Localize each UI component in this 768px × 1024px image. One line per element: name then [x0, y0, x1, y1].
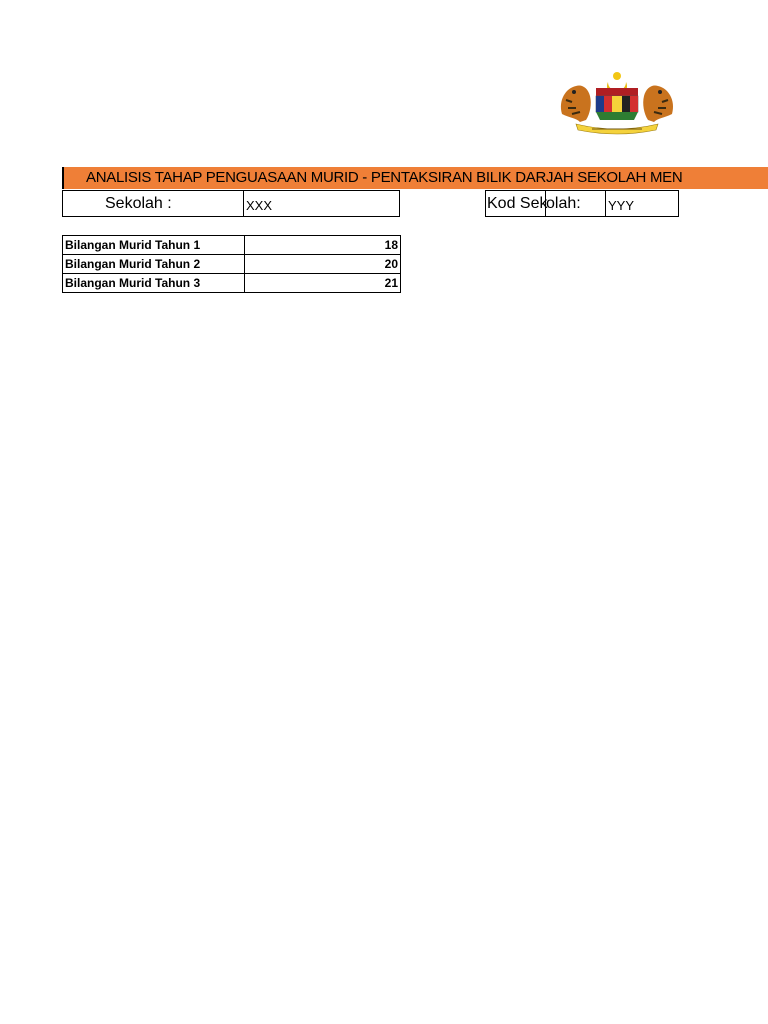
school-code-label-cell — [485, 190, 546, 217]
coat-of-arms-icon — [556, 70, 678, 136]
stat-value[interactable]: 18 — [245, 236, 401, 255]
stat-value[interactable]: 20 — [245, 255, 401, 274]
stat-label: Bilangan Murid Tahun 3 — [63, 274, 245, 293]
school-name-label: Sekolah : — [105, 195, 172, 212]
school-code-label-part2: olah: — [546, 195, 581, 212]
student-count-table — [62, 235, 401, 293]
table-row — [63, 236, 401, 255]
school-code-label-cell-2 — [545, 190, 606, 217]
table-row — [63, 274, 401, 293]
school-name-value: XXX — [246, 198, 273, 213]
school-code-label-part1: Kod Sek — [487, 195, 548, 212]
school-code-value: YYY — [608, 198, 635, 213]
table-row — [63, 255, 401, 274]
stat-value[interactable]: 21 — [245, 274, 401, 293]
school-name-label-cell — [62, 190, 244, 217]
stat-label: Bilangan Murid Tahun 1 — [63, 236, 245, 255]
page-title: ANALISIS TAHAP PENGUASAAN MURID - PENTAKSIRAN BILIK DARJAH SEKOLAH MEN — [86, 169, 683, 186]
title-bar — [62, 167, 768, 189]
school-code-value-cell[interactable] — [605, 190, 679, 217]
stat-label: Bilangan Murid Tahun 2 — [63, 255, 245, 274]
school-name-value-cell[interactable] — [243, 190, 400, 217]
